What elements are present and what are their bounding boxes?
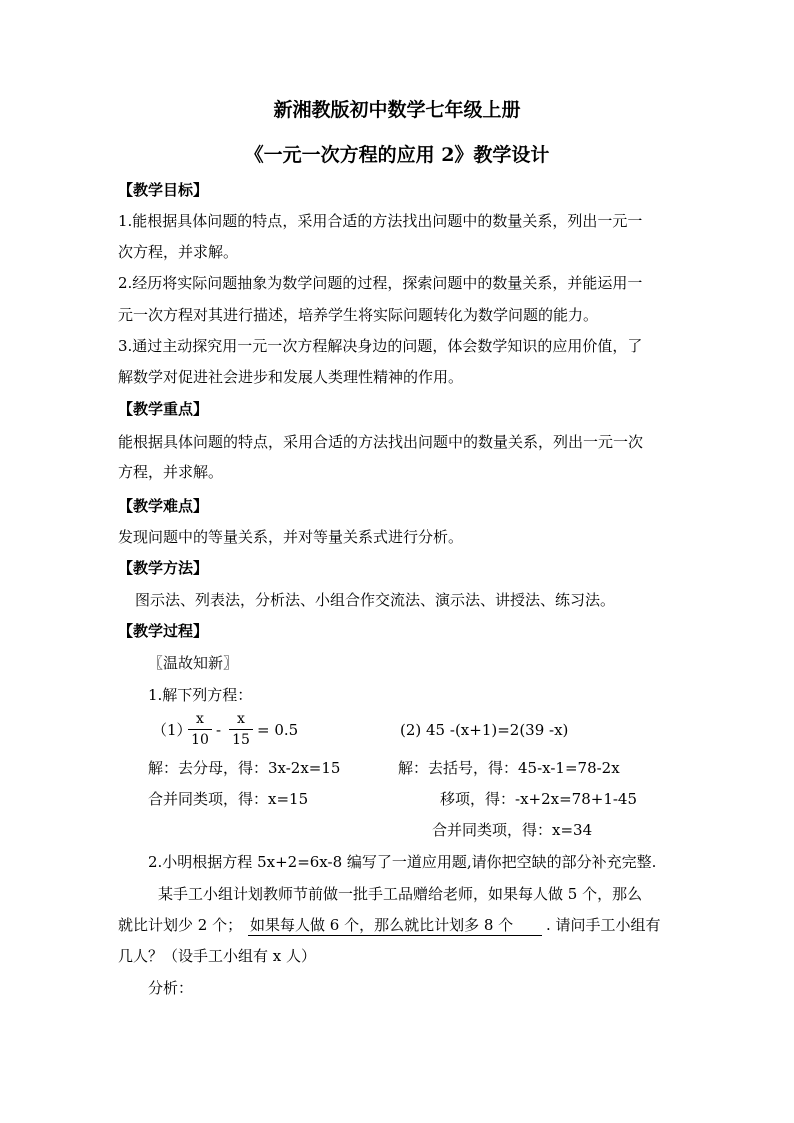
equation-1-fraction-2 [229, 711, 253, 748]
equation-2: (2) 45 -(x+1)=2(39 -x) [400, 721, 569, 739]
question-2: 2.小明根据方程 5x+2=6x-8 编写了一道应用题,请你把空缺的部分补充完整. [148, 853, 657, 871]
review-heading: 〖温故知新〗 [148, 654, 239, 672]
fraction-1-denominator: 10 [191, 732, 209, 748]
section-methods-heading: 【教学方法】 [118, 559, 209, 577]
fraction-2-numerator: x [229, 711, 253, 730]
section-goals-heading: 【教学目标】 [118, 181, 209, 199]
document-subtitle: 《一元一次方程的应用 2》教学设计 [244, 144, 550, 166]
goal-2-line-1: 2.经历将实际问题抽象为数学问题的过程，探索问题中的数量关系，并能运用一 [118, 274, 643, 292]
analysis-label: 分析： [148, 979, 194, 997]
key-points-line-2: 方程，并求解。 [118, 463, 224, 481]
section-process-heading: 【教学过程】 [118, 622, 209, 640]
question-2-text-line-2-end: . 请问手工小组有 [546, 916, 661, 934]
solution-1-step-1: 解：去分母，得：3x-2x=15 [148, 759, 341, 777]
equation-1-fraction-1 [188, 711, 212, 748]
methods-line: 图示法、列表法，分析法、小组合作交流法、演示法、讲授法、练习法。 [135, 591, 616, 609]
fraction-1-numerator: x [188, 711, 212, 730]
question-1: 1.解下列方程： [148, 686, 253, 704]
solution-2-step-3: 合并同类项，得：x=34 [432, 821, 593, 839]
equation-1-rhs: = 0.5 [257, 721, 299, 739]
goal-1-line-2: 次方程，并求解。 [118, 243, 239, 261]
solution-2-step-1: 解：去括号，得：45-x-1=78-2x [398, 759, 620, 777]
difficulty-line: 发现问题中的等量关系，并对等量关系式进行分析。 [118, 528, 464, 546]
section-key-points-heading: 【教学重点】 [118, 400, 209, 418]
question-2-fill-in-answer: 如果每人做 6 个，那么就比计划多 8 个 [250, 916, 514, 934]
goal-2-line-2: 元一次方程对其进行描述，培养学生将实际问题转化为数学问题的能力。 [118, 306, 599, 324]
goal-3-line-1: 3.通过主动探究用一元一次方程解决身边的问题，体会数学知识的应用价值，了 [118, 337, 643, 355]
question-2-text-line-3: 几人？（设手工小组有 x 人） [118, 947, 316, 965]
question-2-text-line-1: 某手工小组计划教师节前做一批手工品赠给老师，如果每人做 5 个，那么 [158, 885, 643, 903]
document-title: 新湘教版初中数学七年级上册 [273, 99, 521, 121]
fraction-2-denominator: 15 [232, 732, 250, 748]
section-difficulty-heading: 【教学难点】 [118, 497, 209, 515]
question-2-text-line-2-start: 就比计划少 2 个； [118, 916, 243, 934]
goal-3-line-2: 解数学对促进社会进步和发展人类理性精神的作用。 [118, 368, 464, 386]
solution-2-step-2: 移项，得：-x+2x=78+1-45 [440, 790, 638, 808]
solution-1-step-2: 合并同类项，得：x=15 [148, 790, 309, 808]
equation-1-minus: - [216, 721, 222, 739]
equation-1-label: （1） [152, 721, 192, 739]
goal-1-line-1: 1.能根据具体问题的特点，采用合适的方法找出问题中的数量关系，列出一元一 [118, 212, 643, 230]
answer-underline [248, 935, 542, 936]
key-points-line-1: 能根据具体问题的特点，采用合适的方法找出问题中的数量关系，列出一元一次 [118, 433, 644, 451]
